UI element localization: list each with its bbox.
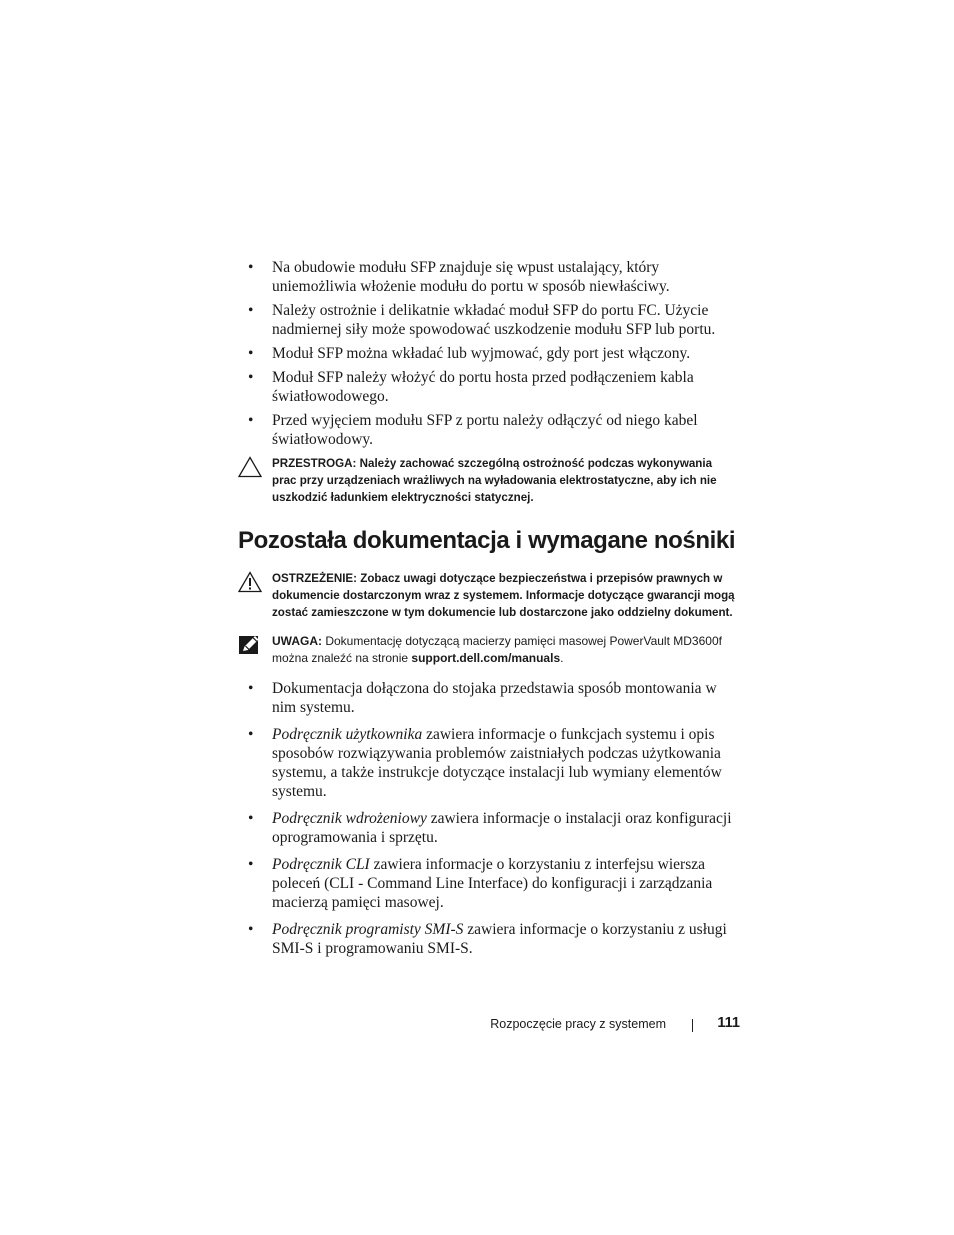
- list-item: • Dokumentacja dołączona do stojaka przedstawia sposób montowania w nim systemu.: [238, 679, 738, 717]
- list-item: • Podręcznik wdrożeniowy zawiera informacje o instalacji oraz konfiguracji oprogramowania i sprzętu.: [238, 809, 738, 847]
- footer-separator: [692, 1019, 693, 1032]
- doc-title: Podręcznik CLI: [272, 855, 370, 873]
- note-label: UWAGA:: [272, 634, 322, 649]
- note-text-end: .: [560, 651, 564, 666]
- page-footer: [0, 1015, 740, 1037]
- sfp-bullet-list: [238, 258, 738, 449]
- list-item: • Moduł SFP można wkładać lub wyjmować, gdy port jest włączony.: [238, 344, 738, 363]
- warning-triangle-icon: [238, 571, 262, 593]
- list-item: • Moduł SFP należy włożyć do portu hosta przed podłączeniem kabla światłowodowego.: [238, 368, 738, 406]
- caution-text: Należy zachować szczególną ostrożność podczas wykonywania prac przy urządzeniach wrażliwych na wyładowania elektrostatyczne, aby ich nie uszkodzić ładunkiem elektryczności statycznej.: [272, 457, 717, 505]
- footer-title: Rozpoczęcie pracy z systemem: [490, 1017, 666, 1031]
- doc-title: Podręcznik użytkownika: [272, 725, 423, 743]
- warning-notice: [238, 570, 738, 622]
- page-number: 111: [717, 1015, 740, 1031]
- list-item: • Podręcznik programisty SMI-S zawiera informacje o korzystaniu z usługi SMI-S i programowaniu SMI-S.: [238, 920, 738, 958]
- doc-title: Podręcznik wdrożeniowy: [272, 809, 427, 827]
- support-link[interactable]: support.dell.com/manuals: [411, 651, 561, 666]
- caution-label: PRZESTROGA:: [272, 457, 357, 470]
- list-item: • Przed wyjęciem modułu SFP z portu należy odłączyć od niego kabel światłowodowy.: [238, 411, 738, 449]
- list-item: • Podręcznik CLI zawiera informacje o korzystaniu z interfejsu wiersza poleceń (CLI - Command Line Interface) do konfiguracji i zarządzania macierzą pamięci masowej.: [238, 855, 738, 912]
- caution-triangle-icon: [238, 456, 262, 478]
- documentation-bullet-list: [238, 679, 738, 958]
- list-item: • Podręcznik użytkownika zawiera informacje o funkcjach systemu i opis sposobów rozwiązywania problemów zaistniałych podczas użytkowania systemu, a także instrukcje dotyczące instalacji lub wymiany elementów systemu.: [238, 725, 738, 801]
- section-heading: Pozostała dokumentacja i wymagane nośniki: [238, 526, 736, 554]
- note-text: Dokumentację dotyczącą macierzy pamięci masowej PowerVault MD3600f można znaleźć na stronie: [272, 634, 722, 666]
- warning-text: Zobacz uwagi dotyczące bezpieczeństwa i przepisów prawnych w dokumencie dostarczonym wraz z systemem. Informacje dotyczące gwarancji mogą zostać zamieszczone w tym dokumencie lub dostarczone jako oddzielny dokument.: [272, 571, 735, 620]
- page-content: [238, 258, 738, 966]
- warning-label: OSTRZEŻENIE:: [272, 571, 358, 585]
- list-item: • Na obudowie modułu SFP znajduje się wpust ustalający, który uniemożliwia włożenie modułu do portu w sposób niewłaściwy.: [238, 258, 738, 296]
- caution-notice: [238, 455, 738, 507]
- note-notice: [238, 633, 738, 667]
- doc-title: Podręcznik programisty SMI-S: [272, 920, 464, 938]
- note-pencil-icon: [238, 634, 262, 656]
- list-item: • Należy ostrożnie i delikatnie wkładać moduł SFP do portu FC. Użycie nadmiernej siły może spowodować uszkodzenie modułu SFP lub portu.: [238, 301, 738, 339]
